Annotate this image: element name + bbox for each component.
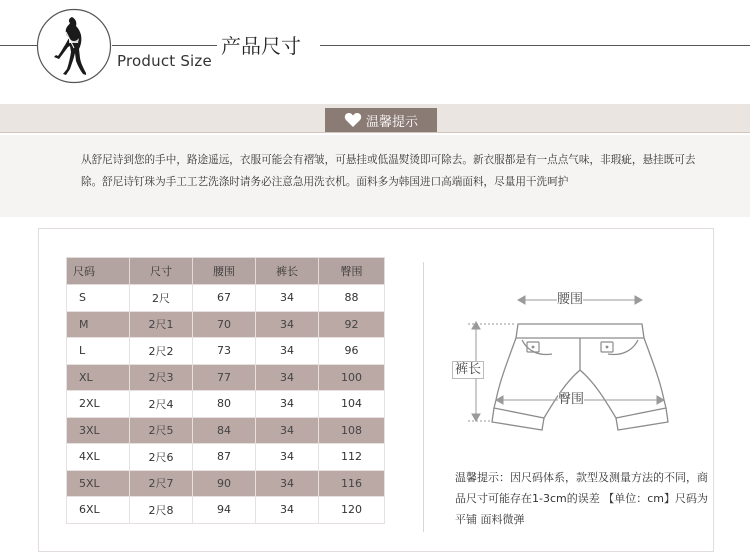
waist-label: 腰围	[557, 292, 584, 307]
cell-waist: 73	[193, 338, 256, 365]
cell-hip: 116	[319, 470, 385, 497]
cell-hip: 100	[319, 364, 385, 391]
cell-dimension: 2尺	[130, 285, 193, 312]
header-size: 尺码	[67, 258, 130, 285]
shorts-diagram	[446, 280, 686, 455]
page-header	[0, 0, 750, 95]
cell-dimension: 2尺6	[130, 444, 193, 471]
panel-divider	[423, 262, 424, 532]
cell-size: M	[67, 311, 130, 338]
cell-waist: 67	[193, 285, 256, 312]
cell-size: 5XL	[67, 470, 130, 497]
cell-length: 34	[256, 391, 319, 418]
table-row	[67, 444, 385, 471]
heart-icon	[344, 112, 362, 128]
notice-box	[0, 135, 750, 217]
cell-waist: 70	[193, 311, 256, 338]
tips-tab-label: 温馨提示	[365, 114, 418, 130]
cell-length: 34	[256, 311, 319, 338]
tips-tab	[325, 108, 437, 132]
table-row	[67, 497, 385, 524]
page-title: 产品尺寸	[221, 34, 301, 58]
size-table	[66, 257, 385, 524]
header-length: 裤长	[256, 258, 319, 285]
cell-hip: 112	[319, 444, 385, 471]
size-caption: 温馨提示：因尺码体系，款型及测量方法的不同，商品尺寸可能存在1-3cm的误差 【单位：cm】尺码为平铺 面料微弹	[455, 471, 708, 526]
header-subtitle: Product Size	[117, 52, 212, 70]
cell-length: 34	[256, 364, 319, 391]
cell-waist: 94	[193, 497, 256, 524]
cell-hip: 92	[319, 311, 385, 338]
cell-length: 34	[256, 338, 319, 365]
cell-hip: 96	[319, 338, 385, 365]
notice-text: 从舒尼诗到您的手中，路途遥远，衣服可能会有褶皱，可悬挂或低温熨烫即可除去。新衣服都是有一点点气味，非瑕疵，悬挂既可去除。舒尼诗钉珠为手工工艺洗涤时请务必注意急用洗衣机。面料多为韩国进口高端面料，尽量用干洗呵护	[81, 154, 696, 188]
hip-label: 臀围	[558, 392, 585, 407]
table-row	[67, 338, 385, 365]
cell-waist: 77	[193, 364, 256, 391]
cell-hip: 120	[319, 497, 385, 524]
cell-hip: 108	[319, 417, 385, 444]
table-row	[67, 470, 385, 497]
table-row	[67, 391, 385, 418]
cell-dimension: 2尺3	[130, 364, 193, 391]
cell-waist: 80	[193, 391, 256, 418]
cell-waist: 90	[193, 470, 256, 497]
header-waist: 腰围	[193, 258, 256, 285]
cell-dimension: 2尺2	[130, 338, 193, 365]
table-row	[67, 285, 385, 312]
fashion-woman-silhouette-icon	[36, 8, 112, 84]
cell-length: 34	[256, 444, 319, 471]
cell-length: 34	[256, 497, 319, 524]
cell-hip: 88	[319, 285, 385, 312]
cell-size: XL	[67, 364, 130, 391]
cell-size: 4XL	[67, 444, 130, 471]
cell-size: 3XL	[67, 417, 130, 444]
cell-dimension: 2尺5	[130, 417, 193, 444]
length-label: 裤长	[452, 361, 484, 379]
cell-size: L	[67, 338, 130, 365]
cell-size: 6XL	[67, 497, 130, 524]
table-row	[67, 311, 385, 338]
cell-dimension: 2尺7	[130, 470, 193, 497]
cell-waist: 87	[193, 444, 256, 471]
cell-size: S	[67, 285, 130, 312]
cell-length: 34	[256, 417, 319, 444]
cell-dimension: 2尺8	[130, 497, 193, 524]
cell-length: 34	[256, 470, 319, 497]
table-row	[67, 364, 385, 391]
tips-band-rule	[0, 132, 750, 133]
cell-size: 2XL	[67, 391, 130, 418]
cell-hip: 104	[319, 391, 385, 418]
cell-waist: 84	[193, 417, 256, 444]
cell-dimension: 2尺4	[130, 391, 193, 418]
table-row	[67, 417, 385, 444]
header-rule-left	[0, 45, 38, 46]
header-rule-right	[320, 45, 750, 46]
header-dimension: 尺寸	[130, 258, 193, 285]
cell-length: 34	[256, 285, 319, 312]
table-header-row	[67, 258, 385, 285]
cell-dimension: 2尺1	[130, 311, 193, 338]
header-rule-middle	[112, 45, 217, 46]
header-hip: 臀围	[319, 258, 385, 285]
